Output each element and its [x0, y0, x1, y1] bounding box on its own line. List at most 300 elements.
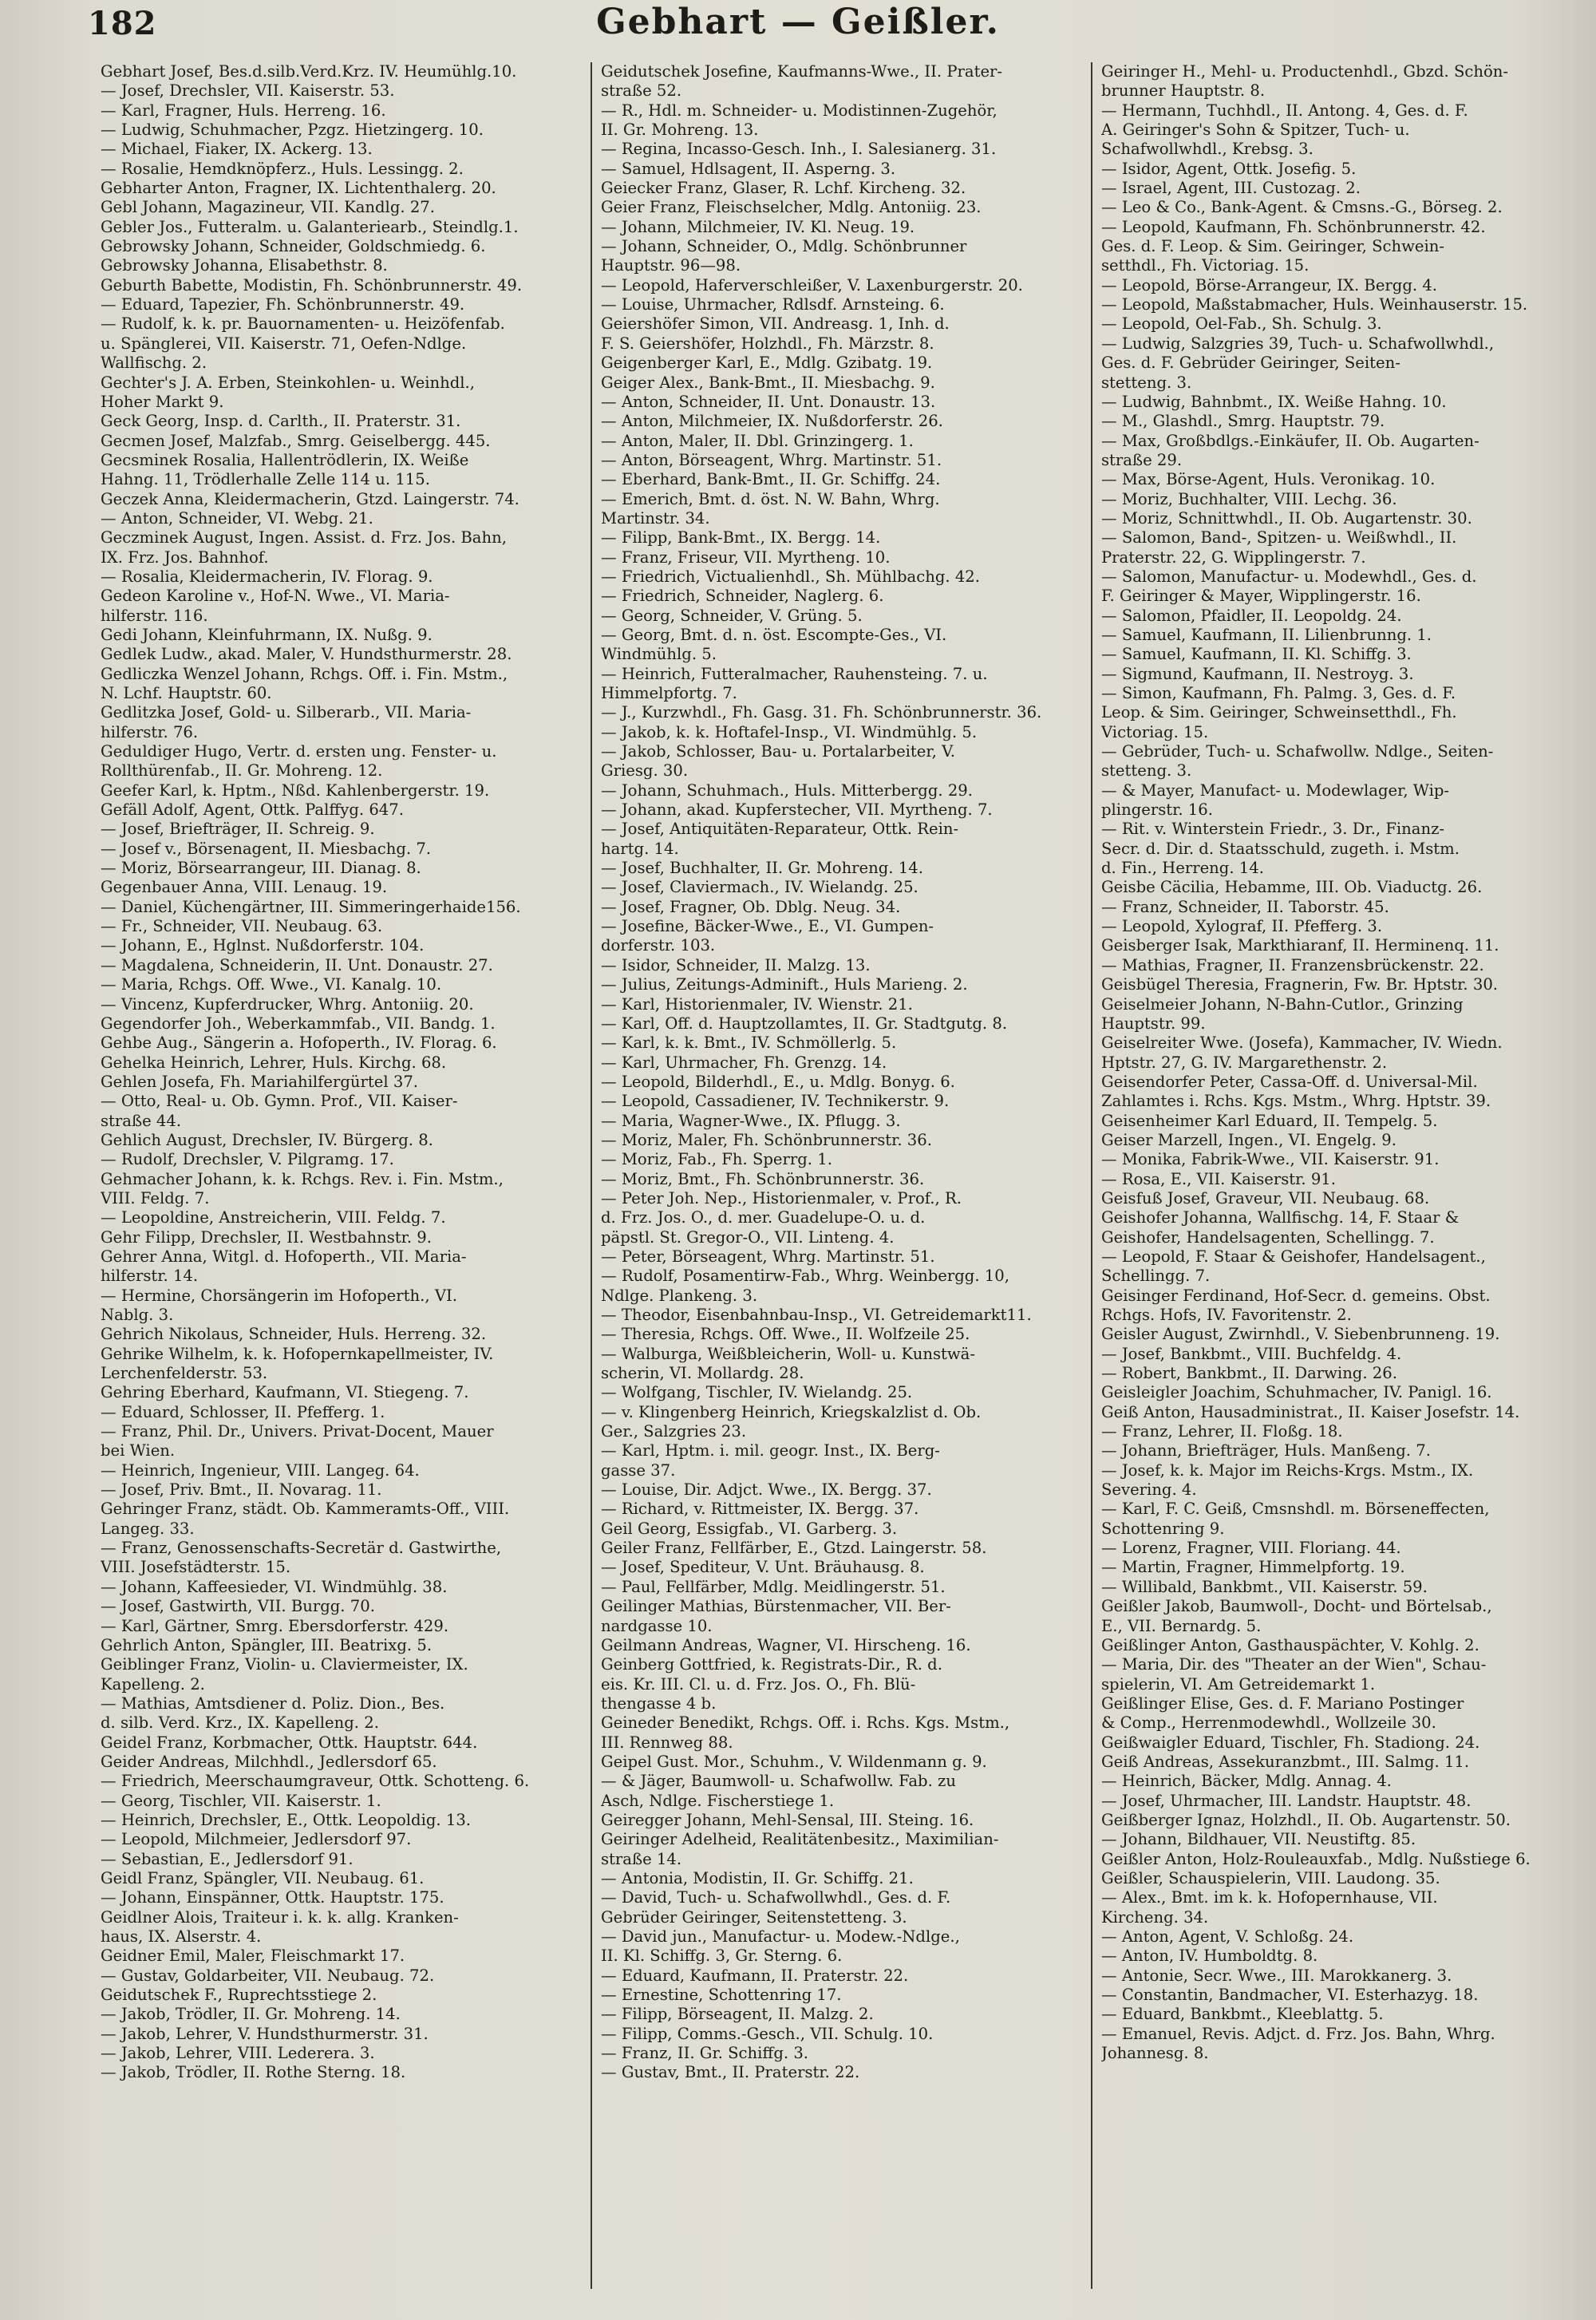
directory-entry-line: — Maria, Rchgs. Off. Wwe., VI. Kanalg. 10.	[101, 975, 442, 994]
directory-entry-line: eis. Kr. III. Cl. u. d. Frz. Jos. O., Fh. Blü-	[601, 1674, 916, 1694]
directory-entry-line: — Leo & Co., Bank-Agent. & Cmsns.-G., Börseg. 2.	[1101, 198, 1503, 217]
directory-entry-line: — Rosalia, Kleidermacherin, IV. Florag. 9.	[101, 567, 433, 586]
directory-entry-line: Gehring Eberhard, Kaufmann, VI. Stiegeng. 7.	[101, 1383, 469, 1402]
directory-entry-line: bei Wien.	[101, 1441, 176, 1460]
directory-entry-line: — Ludwig, Salzgries 39, Tuch- u. Schafwollwhdl.,	[1101, 334, 1495, 353]
directory-entry-line: Gehbe Aug., Sängerin a. Hofoperth., IV. Florag. 6.	[101, 1034, 497, 1053]
directory-entry-line: — Josef, Priv. Bmt., II. Novarag. 11.	[101, 1480, 382, 1500]
directory-entry-line: — Karl, Hptm. i. mil. geogr. Inst., IX. Berg-	[601, 1441, 940, 1460]
directory-entry-line: — Johann, Bildhauer, VII. Neustiftg. 85.	[1101, 1830, 1416, 1849]
directory-entry-line: A. Geiringer's Sohn & Spitzer, Tuch- u.	[1101, 121, 1410, 140]
directory-entry-line: — Isidor, Schneider, II. Malzg. 13.	[601, 955, 871, 974]
directory-entry-line: — Willibald, Bankbmt., VII. Kaiserstr. 59.	[1101, 1577, 1428, 1596]
directory-entry-line: N. Lchf. Hauptstr. 60.	[101, 684, 272, 702]
directory-entry-line: Geineder Benedikt, Rchgs. Off. i. Rchs. Kgs. Mstm.,	[601, 1713, 1010, 1733]
directory-entry-line: Gebrowsky Johann, Schneider, Goldschmiedg. 6.	[101, 237, 486, 256]
directory-entry-line: Geiblinger Franz, Violin- u. Claviermeister, IX.	[101, 1655, 468, 1674]
directory-entry-line: straße 14.	[601, 1849, 682, 1868]
directory-entry-line: Gecmen Josef, Malzfab., Smrg. Geiselbergg. 445.	[101, 431, 491, 450]
directory-entry-line: — Simon, Kaufmann, Fh. Palmg. 3, Ges. d. F.	[1101, 684, 1456, 702]
directory-entry-line: — Jakob, Lehrer, V. Hundsthurmerstr. 31.	[101, 2024, 429, 2043]
directory-entry-line: hilferstr. 76.	[101, 722, 199, 741]
directory-entry-line: hartg. 14.	[601, 839, 679, 858]
directory-entry-line: — Emanuel, Revis. Adjct. d. Frz. Jos. Bahn, Whrg.	[1101, 2024, 1495, 2043]
directory-entry-line: straße 29.	[1101, 450, 1183, 469]
directory-entry-line: — Salomon, Pfaidler, II. Leopoldg. 24.	[1101, 606, 1402, 625]
directory-entry-line: — Paul, Fellfärber, Mdlg. Meidlingerstr. 51.	[601, 1577, 946, 1596]
page-header	[0, 0, 1596, 56]
directory-entry-line: — Regina, Incasso-Gesch. Inh., I. Salesianerg. 31.	[601, 140, 997, 159]
directory-entry-line: — Julius, Zeitungs-Adminift., Huls Marieng. 2.	[601, 975, 968, 994]
directory-entry-line: — David jun., Manufactur- u. Modew.-Ndlge.,	[601, 1927, 960, 1946]
directory-entry-line: Gedlek Ludw., akad. Maler, V. Hundsthurmerstr. 28.	[101, 645, 512, 664]
directory-entry-line: Geißberger Ignaz, Holzhdl., II. Ob. Augartenstr. 50.	[1101, 1810, 1511, 1829]
directory-entry-line: Gedlitzka Josef, Gold- u. Silberarb., VII. Maria-	[101, 703, 472, 722]
directory-entry-line: Geburth Babette, Modistin, Fh. Schönbrunnerstr. 49.	[101, 275, 523, 294]
directory-entry-line: Gegendorfer Joh., Weberkammfab., VII. Bandg. 1.	[101, 1014, 496, 1033]
directory-entry-line: — Mathias, Amtsdiener d. Poliz. Dion., Bes.	[101, 1694, 445, 1713]
directory-entry-line: — Maria, Dir. des "Theater an der Wien", Schau-	[1101, 1655, 1487, 1674]
directory-entry-line: — Rosa, E., VII. Kaiserstr. 91.	[1101, 1169, 1337, 1188]
directory-entry-line: Geefer Karl, k. Hptm., Nßd. Kahlenbergerstr. 19.	[101, 781, 490, 800]
directory-entry-line: — & Jäger, Baumwoll- u. Schafwollw. Fab. zu	[601, 1772, 956, 1791]
directory-entry-line: Gebrüder Geiringer, Seitenstetteng. 3.	[601, 1907, 907, 1927]
directory-entry-line: — Johann, Schneider, O., Mdlg. Schönbrunner	[601, 237, 967, 256]
directory-entry-line: Geigenberger Karl, E., Mdlg. Gzibatg. 19.	[601, 354, 933, 373]
directory-entry-line: — Franz, Friseur, VII. Myrtheng. 10.	[601, 547, 891, 567]
directory-entry-line: — Heinrich, Ingenieur, VIII. Langeg. 64.	[101, 1460, 420, 1480]
directory-entry-line: — Josef v., Börsenagent, II. Miesbachg. 7.	[101, 839, 432, 858]
directory-entry-line: — Friedrich, Victualienhdl., Sh. Mühlbachg. 42.	[601, 567, 980, 586]
directory-entry-line: — Rosalie, Hemdknöpferz., Huls. Lessingg. 2.	[101, 159, 464, 178]
directory-entry-line: — Moriz, Bmt., Fh. Schönbrunnerstr. 36.	[601, 1169, 925, 1188]
directory-entry-line: — Leopold, Haferverschleißer, V. Laxenburgerstr. 20.	[601, 275, 1023, 294]
directory-entry-line: II. Kl. Schiffg. 3, Gr. Sterng. 6.	[601, 1947, 843, 1966]
directory-entry-line: — Rudolf, Drechsler, V. Pilgramg. 17.	[101, 1150, 394, 1169]
directory-entry-line: brunner Hauptstr. 8.	[1101, 81, 1266, 101]
directory-entry-line: Hptstr. 27, G. IV. Margarethenstr. 2.	[1101, 1053, 1388, 1072]
directory-entry-line: — Louise, Uhrmacher, Rdlsdf. Arnsteing. 6.	[601, 295, 945, 314]
directory-entry-line: Geidutschek F., Ruprechtsstiege 2.	[101, 1986, 377, 2005]
directory-entry-line: Geißler Jakob, Baumwoll-, Docht- und Börtelsab.,	[1101, 1597, 1492, 1616]
directory-entry-line: — Leopold, Cassadiener, IV. Technikerstr. 9.	[601, 1092, 950, 1111]
directory-entry-line: — Sigmund, Kaufmann, II. Nestroyg. 3.	[1101, 664, 1414, 683]
directory-entry-line: — Lorenz, Fragner, VIII. Floriang. 44.	[1101, 1539, 1401, 1558]
directory-entry-line: d. silb. Verd. Krz., IX. Kapelleng. 2.	[101, 1713, 379, 1733]
directory-entry-line: Geduldiger Hugo, Vertr. d. ersten ung. Fenster- u.	[101, 742, 497, 761]
directory-entry-line: Geiselreiter Wwe. (Josefa), Kammacher, IV. Wiedn.	[1101, 1034, 1503, 1053]
directory-entry-line: Ndlge. Plankeng. 3.	[601, 1286, 758, 1305]
directory-entry-line: — Jakob, Schlosser, Bau- u. Portalarbeiter, V.	[601, 742, 956, 761]
directory-entry-line: Leop. & Sim. Geiringer, Schweinsetthdl., Fh.	[1101, 703, 1457, 722]
directory-entry-line: — Isidor, Agent, Ottk. Josefig. 5.	[1101, 159, 1357, 178]
directory-entry-line: Gechter's J. A. Erben, Steinkohlen- u. Weinhdl.,	[101, 373, 476, 392]
directory-entry-line: Geisinger Ferdinand, Hof-Secr. d. gemeins. Obst.	[1101, 1286, 1491, 1305]
directory-entry-line: Gehmacher Johann, k. k. Rchgs. Rev. i. Fin. Mstm.,	[101, 1169, 504, 1188]
directory-entry-line: — Johann, Briefträger, Huls. Manßeng. 7.	[1101, 1441, 1431, 1460]
directory-entry-line: Gedliczka Wenzel Johann, Rchgs. Off. i. Fin. Mstm.,	[101, 664, 508, 683]
directory-entry-line: Geiger Alex., Bank-Bmt., II. Miesbachg. 9.	[601, 373, 935, 392]
directory-entry-line: haus, IX. Alserstr. 4.	[101, 1927, 262, 1946]
directory-entry-line: Praterstr. 22, G. Wipplingerstr. 7.	[1101, 547, 1366, 567]
directory-entry-line: — Karl, Gärtner, Smrg. Ebersdorferstr. 429.	[101, 1616, 449, 1635]
directory-entry-line: — Karl, Historienmaler, IV. Wienstr. 21.	[601, 994, 913, 1014]
directory-entry-line: Schafwollwhdl., Krebsg. 3.	[1101, 140, 1314, 159]
directory-entry-line: Gehlen Josefa, Fh. Mariahilfergürtel 37.	[101, 1072, 419, 1091]
directory-entry-line: — Rudolf, k. k. pr. Bauornamenten- u. Heizöfenfab.	[101, 314, 505, 334]
directory-entry-line: Gehrike Wilhelm, k. k. Hofopernkapellmeister, IV.	[101, 1344, 494, 1363]
directory-entry-line: — Daniel, Küchengärtner, III. Simmeringerhaide156.	[101, 897, 521, 916]
directory-entry-line: — Johann, Einspänner, Ottk. Hauptstr. 175.	[101, 1888, 444, 1907]
directory-entry-line: Geidutschek Josefine, Kaufmanns-Wwe., II. Prater-	[601, 62, 1003, 81]
directory-entry-line: — Anton, Milchmeier, IX. Nußdorferstr. 26.	[601, 412, 943, 431]
directory-entry-line: II. Gr. Mohreng. 13.	[601, 121, 759, 140]
directory-entry-line: Geishofer, Handelsagenten, Schellingg. 7.	[1101, 1227, 1435, 1247]
directory-entry-line: Gecsminek Rosalia, Hallentrödlerin, IX. Weiße	[101, 450, 469, 469]
directory-entry-line: Geil Georg, Essigfab., VI. Garberg. 3.	[601, 1519, 898, 1538]
directory-entry-line: — Anton, IV. Humboldtg. 8.	[1101, 1947, 1318, 1966]
directory-entry-line: — Leopold, Bilderhdl., E., u. Mdlg. Bonyg. 6.	[601, 1072, 955, 1091]
directory-entry-line: — Franz, Phil. Dr., Univers. Privat-Docent, Mauer	[101, 1422, 494, 1441]
directory-entry-line: — Max, Großbdlgs.-Einkäufer, II. Ob. Augarten-	[1101, 431, 1479, 450]
column-divider	[1091, 62, 1092, 2289]
directory-entry-line: gasse 37.	[601, 1460, 676, 1480]
directory-entry-line: plingerstr. 16.	[1101, 800, 1213, 820]
directory-entry-line: — R., Hdl. m. Schneider- u. Modistinnen-Zugehör,	[601, 101, 998, 120]
running-head-title: Gebhart — Geißler.	[596, 2, 1000, 42]
directory-entry-line: — Johann, Kaffeesieder, VI. Windmühlg. 38.	[101, 1577, 448, 1596]
directory-entry-line: — Filipp, Comms.-Gesch., VII. Schulg. 10.	[601, 2024, 934, 2043]
directory-entry-line: Asch, Ndlge. Fischerstiege 1.	[601, 1791, 835, 1810]
directory-entry-line: — Franz, Schneider, II. Taborstr. 45.	[1101, 897, 1389, 916]
directory-entry-line: — Josef, Drechsler, VII. Kaiserstr. 53.	[101, 81, 395, 101]
directory-entry-line: — Samuel, Kaufmann, II. Lilienbrunng. 1.	[1101, 625, 1432, 644]
directory-entry-line: Geczek Anna, Kleidermacherin, Gtzd. Laingerstr. 74.	[101, 489, 519, 508]
directory-entry-line: — Anton, Maler, II. Dbl. Grinzingerg. 1.	[601, 431, 914, 450]
directory-entry-line: — Josef, Fragner, Ob. Dblg. Neug. 34.	[601, 897, 901, 916]
directory-entry-line: — Gustav, Bmt., II. Praterstr. 22.	[601, 2063, 860, 2082]
directory-entry-line: — Magdalena, Schneiderin, II. Unt. Donaustr. 27.	[101, 955, 493, 974]
directory-entry-line: — Ludwig, Bahnbmt., IX. Weiße Hahng. 10.	[1101, 392, 1447, 411]
directory-entry-line: Gehelka Heinrich, Lehrer, Huls. Kirchg. 68.	[101, 1053, 447, 1072]
directory-entry-line: — Heinrich, Futteralmacher, Rauhensteing. 7. u.	[601, 664, 988, 683]
directory-entry-line: — Theresia, Rchgs. Off. Wwe., II. Wolfzeile 25.	[601, 1325, 970, 1344]
directory-entry-line: — Josef, Spediteur, V. Unt. Bräuhausg. 8.	[601, 1558, 925, 1577]
directory-entry-line: Lerchenfelderstr. 53.	[101, 1364, 268, 1383]
directory-entry-line: Geißler Anton, Holz-Rouleauxfab., Mdlg. Nußstiege 6.	[1101, 1849, 1531, 1868]
directory-entry-line: Geisleigler Joachim, Schuhmacher, IV. Panigl. 16.	[1101, 1383, 1492, 1402]
directory-entry-line: Victoriag. 15.	[1101, 722, 1209, 741]
directory-entry-line: Geidl Franz, Spängler, VII. Neubaug. 61.	[101, 1868, 425, 1887]
directory-entry-line: Schellingg. 7.	[1101, 1267, 1211, 1286]
directory-entry-line: Geisendorfer Peter, Cassa-Off. d. Universal-Mil.	[1101, 1072, 1478, 1091]
directory-entry-line: F. S. Geiershöfer, Holzhdl., Fh. Märzstr. 8.	[601, 334, 934, 353]
directory-entry-line: — & Mayer, Manufact- u. Modewlager, Wip-	[1101, 781, 1450, 800]
directory-entry-line: — Moriz, Fab., Fh. Sperrg. 1.	[601, 1150, 832, 1169]
directory-entry-line: — Martin, Fragner, Himmelpfortg. 19.	[1101, 1558, 1405, 1577]
directory-entry-line: Wallfischg. 2.	[101, 354, 207, 373]
directory-entry-line: Gedi Johann, Kleinfuhrmann, IX. Nußg. 9.	[101, 625, 433, 644]
directory-entry-line: Geiershöfer Simon, VII. Andreasg. 1, Inh. d.	[601, 314, 950, 334]
directory-entry-line: — Michael, Fiaker, IX. Ackerg. 13.	[101, 140, 373, 159]
directory-entry-line: — Filipp, Börseagent, II. Malzg. 2.	[601, 2005, 874, 2024]
directory-entry-line: Geiringer Adelheid, Realitätenbesitz., Maximilian-	[601, 1830, 999, 1849]
directory-entry-line: — Gebrüder, Tuch- u. Schafwollw. Ndlge., Seiten-	[1101, 742, 1494, 761]
directory-entry-line: — Maria, Wagner-Wwe., IX. Pflugg. 3.	[601, 1111, 901, 1130]
directory-entry-line: — Josef, Gastwirth, VII. Burgg. 70.	[101, 1597, 375, 1616]
directory-entry-line: — Josef, Claviermach., IV. Wielandg. 25.	[601, 878, 918, 897]
directory-entry-line: — Leopold, Milchmeier, Jedlersdorf 97.	[101, 1830, 412, 1849]
directory-entry-line: — Moriz, Buchhalter, VIII. Lechg. 36.	[1101, 489, 1397, 508]
directory-entry-line: setthdl., Fh. Victoriag. 15.	[1101, 256, 1310, 275]
directory-entry-line: dorferstr. 103.	[601, 936, 716, 955]
directory-entry-line: Geiselmeier Johann, N-Bahn-Cutlor., Grinzing	[1101, 994, 1464, 1014]
directory-entry-line: Hauptstr. 96—98.	[601, 256, 741, 275]
directory-entry-line: — Leopoldine, Anstreicherin, VIII. Feldg. 7.	[101, 1208, 446, 1227]
directory-entry-line: Hauptstr. 99.	[1101, 1014, 1206, 1033]
directory-entry-line: — Vincenz, Kupferdrucker, Whrg. Antoniig. 20.	[101, 994, 474, 1014]
directory-entry-line: — Antonie, Secr. Wwe., III. Marokkanerg. 3.	[1101, 1966, 1452, 1985]
directory-entry-line: — Franz, Lehrer, II. Floßg. 18.	[1101, 1422, 1343, 1441]
directory-entry-line: — Karl, k. k. Bmt., IV. Schmöllerlg. 5.	[601, 1034, 897, 1053]
directory-entry-line: — Antonia, Modistin, II. Gr. Schiffg. 21.	[601, 1868, 914, 1887]
directory-entry-line: IX. Frz. Jos. Bahnhof.	[101, 547, 269, 567]
directory-entry-line: — Wolfgang, Tischler, IV. Wielandg. 25.	[601, 1383, 913, 1402]
directory-entry-line: Gegenbauer Anna, VIII. Lenaug. 19.	[101, 878, 388, 897]
directory-entry-line: Geidel Franz, Korbmacher, Ottk. Hauptstr. 644.	[101, 1733, 478, 1752]
directory-entry-line: Rollthürenfab., II. Gr. Mohreng. 12.	[101, 761, 383, 781]
directory-entry-line: Ges. d. F. Leop. & Sim. Geiringer, Schwein-	[1101, 237, 1445, 256]
directory-entry-line: Geißwaigler Eduard, Tischler, Fh. Stadiong. 24.	[1101, 1733, 1480, 1752]
directory-entry-line: — Josefine, Bäcker-Wwe., E., VI. Gumpen-	[601, 917, 934, 936]
directory-entry-line: Gebl Johann, Magazineur, VII. Kandlg. 27.	[101, 198, 435, 217]
directory-entry-line: & Comp., Herrenmodewhdl., Wollzeile 30.	[1101, 1713, 1436, 1733]
directory-entry-line: Gehringer Franz, städt. Ob. Kammeramts-Off., VIII.	[101, 1500, 510, 1519]
directory-entry-line: Ger., Salzgries 23.	[601, 1422, 747, 1441]
directory-entry-line: Gebler Jos., Futteralm. u. Galanteriearb., Steindlg.1.	[101, 217, 519, 236]
directory-entry-line: Gehlich August, Drechsler, IV. Bürgerg. 8.	[101, 1130, 433, 1149]
directory-entry-line: thengasse 4 b.	[601, 1694, 717, 1713]
directory-entry-line: — Jakob, Trödler, II. Gr. Mohreng. 14.	[101, 2005, 401, 2024]
directory-entry-line: — Hermann, Tuchhdl., II. Antong. 4, Ges. d. F.	[1101, 101, 1468, 120]
directory-entry-line: — Peter Joh. Nep., Historienmaler, v. Prof., R.	[601, 1188, 962, 1207]
directory-entry-line: Hahng. 11, Trödlerhalle Zelle 114 u. 115.	[101, 470, 430, 489]
directory-entry-line: — Anton, Börseagent, Whrg. Martinstr. 51.	[601, 450, 942, 469]
directory-entry-line: — Anton, Schneider, II. Unt. Donaustr. 13.	[601, 392, 936, 411]
directory-entry-line: — Karl, F. C. Geiß, Cmsnshdl. m. Börseneffecten,	[1101, 1500, 1490, 1519]
directory-entry-line: Geisberger Isak, Markthiaranf, II. Herminenq. 11.	[1101, 936, 1499, 955]
directory-entry-line: Geilinger Mathias, Bürstenmacher, VII. Ber-	[601, 1597, 951, 1616]
directory-entry-line: stetteng. 3.	[1101, 761, 1192, 781]
directory-entry-line: d. Frz. Jos. O., d. mer. Guadelupe-O. u. d.	[601, 1208, 926, 1227]
page-number: 182	[88, 5, 157, 42]
directory-entry-line: — Alex., Bmt. im k. k. Hofopernhause, VII.	[1101, 1888, 1438, 1907]
directory-entry-line: — Johann, akad. Kupferstecher, VII. Myrtheng. 7.	[601, 800, 993, 820]
directory-entry-line: — Jakob, Trödler, II. Rothe Sterng. 18.	[101, 2063, 406, 2082]
directory-entry-line: — Anton, Schneider, VI. Webg. 21.	[101, 508, 373, 528]
directory-entry-line: — Sebastian, E., Jedlersdorf 91.	[101, 1849, 354, 1868]
directory-entry-line: III. Rennweg 88.	[601, 1733, 733, 1752]
directory-entry-line: — Eduard, Tapezier, Fh. Schönbrunnerstr. 49.	[101, 295, 465, 314]
directory-entry-line: — Josef, Briefträger, II. Schreig. 9.	[101, 820, 375, 839]
directory-entry-line: Geißlinger Anton, Gasthauspächter, V. Kohlg. 2.	[1101, 1635, 1479, 1654]
directory-entry-line: — Josef, Uhrmacher, III. Landstr. Hauptstr. 48.	[1101, 1791, 1472, 1810]
directory-entry-line: u. Spänglerei, VII. Kaiserstr. 71, Oefen-Ndlge.	[101, 334, 467, 353]
directory-entry-line: Geißlinger Elise, Ges. d. F. Mariano Postinger	[1101, 1694, 1464, 1713]
directory-columns	[101, 62, 1585, 2297]
directory-entry-line: Kapelleng. 2.	[101, 1674, 205, 1694]
column-left	[101, 62, 579, 2297]
directory-entry-line: Himmelpfortg. 7.	[601, 684, 737, 702]
directory-entry-line: stetteng. 3.	[1101, 373, 1192, 392]
directory-entry-line: — Ernestine, Schottenring 17.	[601, 1986, 842, 2005]
directory-entry-line: Geiler Franz, Fellfärber, E., Gtzd. Laingerstr. 58.	[601, 1539, 987, 1558]
directory-entry-line: Rchgs. Hofs, IV. Favoritenstr. 2.	[1101, 1306, 1352, 1324]
directory-entry-line: — David, Tuch- u. Schafwollwhdl., Ges. d. F.	[601, 1888, 951, 1907]
directory-entry-line: Geißler, Schauspielerin, VIII. Laudong. 35.	[1101, 1868, 1440, 1887]
directory-entry-line: Geider Andreas, Milchhdl., Jedlersdorf 65.	[101, 1752, 437, 1771]
directory-entry-line: — Jakob, k. k. Hoftafel-Insp., VI. Windmühlg. 5.	[601, 722, 978, 741]
directory-entry-line: — Karl, Fragner, Huls. Herreng. 16.	[101, 101, 386, 120]
directory-entry-line: — Mathias, Fragner, II. Franzensbrückenstr. 22.	[1101, 955, 1484, 974]
directory-entry-line: Hoher Markt 9.	[101, 392, 224, 411]
directory-entry-line: Severing. 4.	[1101, 1480, 1197, 1500]
directory-entry-line: Ges. d. F. Gebrüder Geiringer, Seiten-	[1101, 354, 1400, 373]
directory-entry-line: — Leopold, Xylograf, II. Pfefferg. 3.	[1101, 917, 1383, 936]
directory-entry-line: Geczminek August, Ingen. Assist. d. Frz. Jos. Bahn,	[101, 528, 507, 547]
directory-entry-line: — Josef, k. k. Major im Reichs-Krgs. Mstm., IX.	[1101, 1460, 1474, 1480]
directory-entry-line: — Jakob, Lehrer, VIII. Lederera. 3.	[101, 2044, 375, 2063]
directory-entry-line: — Otto, Real- u. Ob. Gymn. Prof., VII. Kaiser-	[101, 1092, 458, 1111]
directory-entry-line: — Moriz, Schnittwhdl., II. Ob. Augartenstr. 30.	[1101, 508, 1472, 528]
directory-entry-line: — Ludwig, Schuhmacher, Pzgz. Hietzingerg. 10.	[101, 121, 484, 140]
directory-entry-line: spielerin, VI. Am Getreidemarkt 1.	[1101, 1674, 1376, 1694]
directory-entry-line: — Hermine, Chorsängerin im Hofoperth., VI.	[101, 1286, 457, 1305]
directory-entry-line: Zahlamtes i. Rchs. Kgs. Mstm., Whrg. Hptstr. 39.	[1101, 1092, 1491, 1111]
directory-entry-line: Geisenheimer Karl Eduard, II. Tempelg. 5.	[1101, 1111, 1438, 1130]
directory-entry-line: — Eduard, Kaufmann, II. Praterstr. 22.	[601, 1966, 909, 1985]
directory-entry-line: — Johann, Milchmeier, IV. Kl. Neug. 19.	[601, 217, 915, 236]
directory-entry-line: — Moriz, Börsearrangeur, III. Dianag. 8.	[101, 859, 421, 878]
directory-entry-line: — Leopold, F. Staar & Geishofer, Handelsagent.,	[1101, 1247, 1486, 1266]
directory-entry-line: — Johann, E., Hglnst. Nußdorferstr. 104.	[101, 936, 425, 955]
directory-entry-line: — Heinrich, Bäcker, Mdlg. Annag. 4.	[1101, 1772, 1392, 1791]
directory-entry-line: Gehr Filipp, Drechsler, II. Westbahnstr. 9.	[101, 1227, 433, 1247]
directory-entry-line: — Friedrich, Schneider, Naglerg. 6.	[601, 587, 884, 606]
directory-entry-line: Geiß Andreas, Assekuranzbmt., III. Salmg. 11.	[1101, 1752, 1470, 1771]
directory-entry-line: Geiecker Franz, Glaser, R. Lchf. Kircheng. 32.	[601, 179, 966, 198]
directory-entry-line: — Emerich, Bmt. d. öst. N. W. Bahn, Whrg.	[601, 489, 940, 508]
directory-entry-line: — Josef, Antiquitäten-Reparateur, Ottk. Rein-	[601, 820, 959, 839]
directory-entry-line: scherin, VI. Mollardg. 28.	[601, 1364, 804, 1383]
directory-entry-line: straße 52.	[601, 81, 682, 101]
column-divider	[591, 62, 592, 2289]
directory-entry-line: Geisbügel Theresia, Fragnerin, Fw. Br. Hptstr. 30.	[1101, 975, 1499, 994]
directory-entry-line: — Constantin, Bandmacher, VI. Esterhazyg. 18.	[1101, 1986, 1479, 2005]
directory-entry-line: — Walburga, Weißbleicherin, Woll- u. Kunstwä-	[601, 1344, 975, 1363]
directory-entry-line: F. Geiringer & Mayer, Wipplingerstr. 16.	[1101, 587, 1421, 606]
directory-entry-line: Geinberg Gottfried, k. Registrats-Dir., R. d.	[601, 1655, 942, 1674]
directory-entry-line: — Georg, Tischler, VII. Kaiserstr. 1.	[101, 1791, 381, 1810]
directory-entry-line: Geishofer Johanna, Wallfischg. 14, F. Staar &	[1101, 1208, 1460, 1227]
directory-entry-line: Gehrich Nikolaus, Schneider, Huls. Herreng. 32.	[101, 1325, 487, 1344]
directory-entry-line: Gefäll Adolf, Agent, Ottk. Palffyg. 647.	[101, 800, 404, 820]
directory-entry-line: — Gustav, Goldarbeiter, VII. Neubaug. 72.	[101, 1966, 435, 1985]
directory-entry-line: — Eduard, Bankbmt., Kleeblattg. 5.	[1101, 2005, 1384, 2024]
directory-entry-line: Secr. d. Dir. d. Staatsschuld, zugeth. i. Mstm.	[1101, 839, 1460, 858]
directory-entry-line: — Anton, Agent, V. Schloßg. 24.	[1101, 1927, 1354, 1946]
directory-entry-line: — Georg, Schneider, V. Grüng. 5.	[601, 606, 863, 625]
directory-entry-line: Gebharter Anton, Fragner, IX. Lichtenthalerg. 20.	[101, 179, 496, 198]
directory-entry-line: Gehrlich Anton, Spängler, III. Beatrixg. 5.	[101, 1635, 433, 1654]
directory-entry-line: — Leopold, Oel-Fab., Sh. Schulg. 3.	[1101, 314, 1382, 334]
directory-entry-line: — Moriz, Maler, Fh. Schönbrunnerstr. 36.	[601, 1130, 932, 1149]
directory-entry-line: d. Fin., Herreng. 14.	[1101, 859, 1264, 878]
column-right	[1101, 62, 1580, 2297]
directory-entry-line: — Leopold, Börse-Arrangeur, IX. Bergg. 4.	[1101, 275, 1438, 294]
directory-entry-line: Gehrer Anna, Witgl. d. Hofoperth., VII. Maria-	[101, 1247, 467, 1266]
directory-entry-line: — Peter, Börseagent, Whrg. Martinstr. 51.	[601, 1247, 935, 1266]
directory-entry-line: Martinstr. 34.	[601, 508, 710, 528]
directory-entry-line: VIII. Josefstädterstr. 15.	[101, 1558, 291, 1577]
directory-entry-line: — Eduard, Schlosser, II. Pfefferg. 1.	[101, 1402, 385, 1421]
directory-entry-line: — Eberhard, Bank-Bmt., II. Gr. Schiffg. 24.	[601, 470, 941, 489]
directory-entry-line: straße 44.	[101, 1111, 182, 1130]
directory-entry-line: Geiser Marzell, Ingen., VI. Engelg. 9.	[1101, 1130, 1396, 1149]
directory-entry-line: — Samuel, Hdlsagent, II. Asperng. 3.	[601, 159, 896, 178]
directory-entry-line: E., VII. Bernardg. 5.	[1101, 1616, 1262, 1635]
directory-entry-line: — Heinrich, Drechsler, E., Ottk. Leopoldig. 13.	[101, 1810, 472, 1829]
directory-entry-line: — v. Klingenberg Heinrich, Kriegskalzlist d. Ob.	[601, 1402, 982, 1421]
directory-entry-line: — Rit. v. Winterstein Friedr., 3. Dr., Finanz-	[1101, 820, 1445, 839]
directory-entry-line: Griesg. 30.	[601, 761, 689, 781]
directory-entry-line: — Theodor, Eisenbahnbau-Insp., VI. Getreidemarkt11.	[601, 1306, 1032, 1324]
directory-entry-line: — Louise, Dir. Adjct. Wwe., IX. Bergg. 37.	[601, 1480, 932, 1500]
directory-entry-line: — Johann, Schuhmach., Huls. Mitterbergg. 29.	[601, 781, 973, 800]
directory-entry-line: päpstl. St. Gregor-O., VII. Linteng. 4.	[601, 1227, 895, 1247]
directory-entry-line: hilferstr. 116.	[101, 606, 208, 625]
directory-entry-line: — Fr., Schneider, VII. Neubaug. 63.	[101, 917, 383, 936]
directory-entry-line: — Israel, Agent, III. Custozag. 2.	[1101, 179, 1361, 198]
directory-entry-line: — Josef, Buchhalter, II. Gr. Mohreng. 14.	[601, 859, 923, 878]
directory-entry-line: — Josef, Bankbmt., VIII. Buchfeldg. 4.	[1101, 1344, 1402, 1363]
directory-entry-line: nardgasse 10.	[601, 1616, 713, 1635]
directory-entry-line: — Franz, Genossenschafts-Secretär d. Gastwirthe,	[101, 1539, 502, 1558]
directory-entry-line: — Monika, Fabrik-Wwe., VII. Kaiserstr. 91.	[1101, 1150, 1440, 1169]
directory-entry-line: Gebrowsky Johanna, Elisabethstr. 8.	[101, 256, 388, 275]
directory-entry-line: — Robert, Bankbmt., II. Darwing. 26.	[1101, 1364, 1397, 1383]
directory-entry-line: — Karl, Off. d. Hauptzollamtes, II. Gr. Stadtgutg. 8.	[601, 1014, 1008, 1033]
directory-entry-line: — M., Glashdl., Smrg. Hauptstr. 79.	[1101, 412, 1385, 431]
directory-entry-line: Geck Georg, Insp. d. Carlth., II. Praterstr. 31.	[101, 412, 461, 431]
directory-entry-line: Geidner Emil, Maler, Fleischmarkt 17.	[101, 1947, 405, 1966]
directory-entry-line: VIII. Feldg. 7.	[101, 1188, 210, 1207]
directory-entry-line: Schottenring 9.	[1101, 1519, 1225, 1538]
column-middle	[601, 62, 1080, 2297]
directory-entry-line: — Filipp, Bank-Bmt., IX. Bergg. 14.	[601, 528, 881, 547]
directory-entry-line: — Rudolf, Posamentirw-Fab., Whrg. Weinbergg. 10,	[601, 1267, 1009, 1286]
directory-entry-line: — Friedrich, Meerschaumgraveur, Ottk. Schotteng. 6.	[101, 1772, 530, 1791]
directory-entry-line: — Franz, II. Gr. Schiffg. 3.	[601, 2044, 809, 2063]
directory-entry-line: Geipel Gust. Mor., Schuhm., V. Wildenmann g. 9.	[601, 1752, 987, 1771]
directory-entry-line: — Samuel, Kaufmann, II. Kl. Schiffg. 3.	[1101, 645, 1412, 664]
directory-entry-line: — Salomon, Band-, Spitzen- u. Weißwhdl., II.	[1101, 528, 1457, 547]
directory-entry-line: Nablg. 3.	[101, 1306, 174, 1324]
directory-entry-line: — Karl, Uhrmacher, Fh. Grenzg. 14.	[601, 1053, 887, 1072]
directory-entry-line: — Richard, v. Rittmeister, IX. Bergg. 37.	[601, 1500, 919, 1519]
directory-entry-line: Geiß Anton, Hausadministrat., II. Kaiser Josefstr. 14.	[1101, 1402, 1520, 1421]
directory-entry-line: — J., Kurzwhdl., Fh. Gasg. 31. Fh. Schönbrunnerstr. 36.	[601, 703, 1042, 722]
